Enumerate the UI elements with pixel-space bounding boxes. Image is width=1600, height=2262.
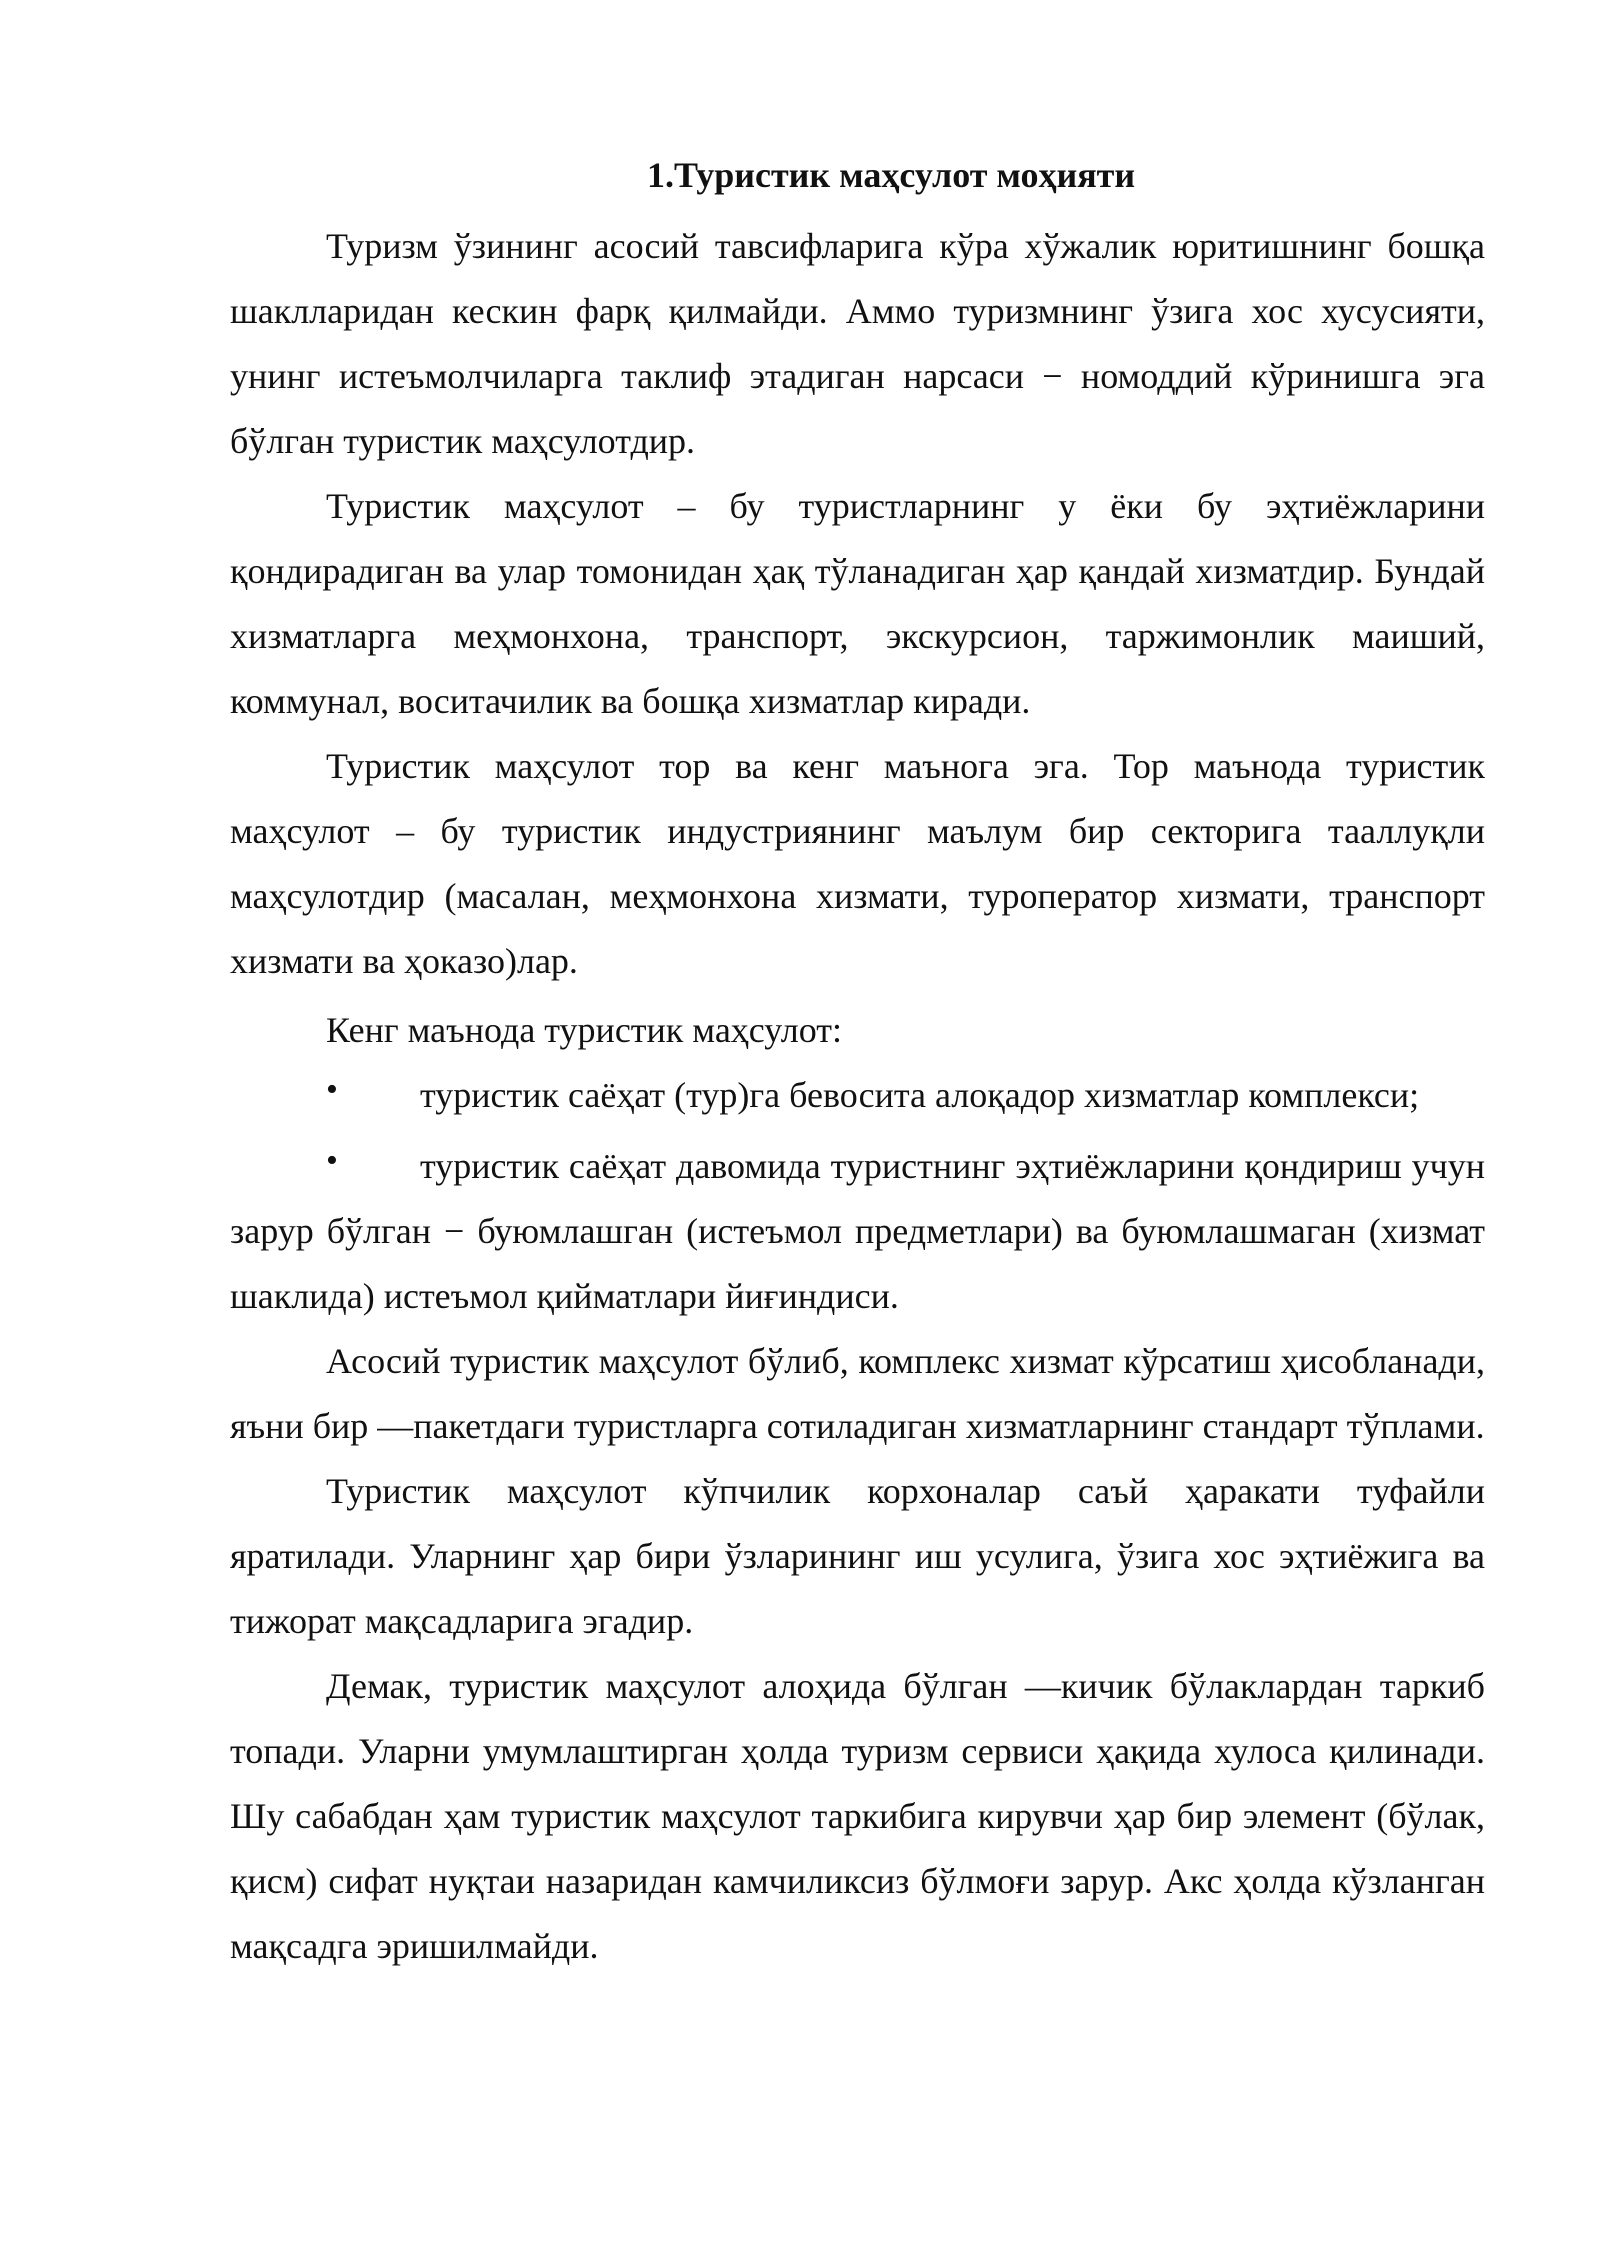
paragraph-2: Туристик маҳсулот – бу туристларнинг у ёки бу эҳтиёжларини қондирадиган ва улар томонидан ҳақ тўланадиган ҳар қандай хизматдир. Бундай хизматларга меҳмонхона, транспорт, экскурсион, таржимонлик маиший, коммунал, воситачилик ва бошқа хизматлар киради. xyxy=(230,486,1485,721)
paragraph-5: Асосий туристик маҳсулот бўлиб, комплекс хизмат кўрсатиш ҳисобланади, яъни бир ―пакетдаги туристларга сотиладиган хизматларнинг стандарт тўплами. xyxy=(230,1341,1485,1446)
bullet-item-2 xyxy=(230,1134,1485,1329)
paragraph-7: Демак, туристик маҳсулот алоҳида бўлган ―кичик бўлаклардан таркиб топади. Уларни умумлаштирган ҳолда туризм сервиси ҳақида хулоса қилинади. Шу сабабдан ҳам туристик маҳсулот таркибига кирувчи ҳар бир элемент (бўлак, қисм) сифат нуқтаи назаридан камчиликсиз бўлмоғи зарур. Акс ҳолда кўзланган мақсадга эришилмайди. xyxy=(230,1666,1485,1966)
bullet-item-1 xyxy=(230,1063,1485,1128)
bullet-text-2: туристик саёҳат давомида туристнинг эҳтиёжларини қондириш учун зарур бўлган − буюмлашган (истеъмол предметлари) ва буюмлашмаган (хизмат шаклида) истеъмол қийматлари йиғиндиси. xyxy=(230,1146,1485,1316)
paragraph-3: Туристик маҳсулот тор ва кенг маънога эга. Тор маънода туристик маҳсулот – бу туристик индустриянинг маълум бир секторига тааллуқли маҳсулотдир (масалан, меҳмонхона хизмати, туроператор хизмати, транспорт хизмати ва ҳоказо)лар. xyxy=(230,746,1485,981)
bullet-list xyxy=(230,1063,1485,1329)
document-title: 1.Туристик маҳсулот моҳияти xyxy=(647,155,1136,195)
paragraph-6: Туристик маҳсулот кўпчилик корхоналар саъй ҳаракати туфайли яратилади. Уларнинг ҳар бири ўзларининг иш усулига, ўзига хос эҳтиёжига ва тижорат мақсадларига эгадир. xyxy=(230,1471,1485,1641)
bullet-marker: • xyxy=(326,1071,338,1108)
paragraph-1: Туризм ўзининг асосий тавсифларига кўра хўжалик юритишнинг бошқа шаклларидан кескин фарқ қилмайди. Аммо туризмнинг ўзига хос хусусияти, унинг истеъмолчиларга таклиф этадиган нарсаси − номоддий кўринишга эга бўлган туристик маҳсулотдир. xyxy=(230,226,1485,461)
bullet-marker: • xyxy=(326,1142,338,1179)
document-page xyxy=(230,150,1485,1979)
bullet-text-1: туристик саёҳат (тур)га бевосита алоқадор хизматлар комплекси; xyxy=(420,1075,1420,1115)
paragraph-4: Кенг маънода туристик маҳсулот: xyxy=(326,1010,842,1050)
